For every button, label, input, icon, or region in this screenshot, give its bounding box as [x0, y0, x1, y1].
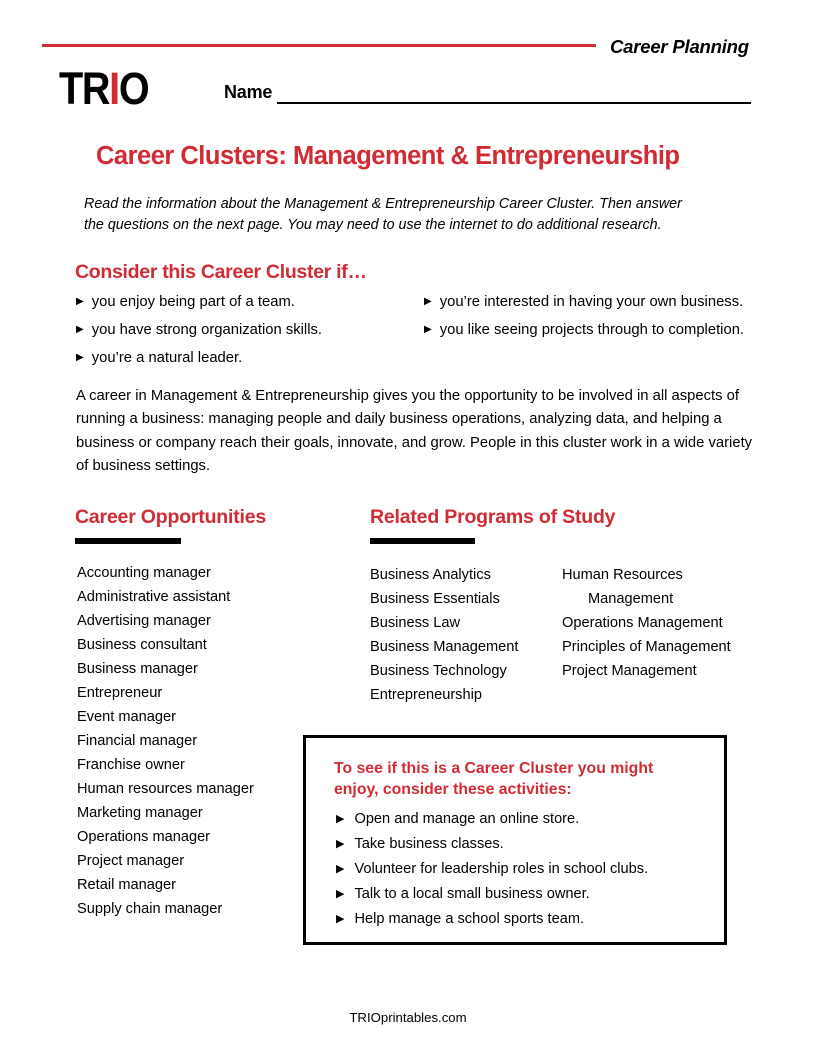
list-item-continuation: Management — [588, 591, 674, 607]
header-red-rule — [42, 44, 596, 47]
list-item: Business Law — [370, 615, 461, 631]
list-item-label: Talk to a local small business owner. — [354, 886, 590, 902]
list-item: Event manager — [77, 709, 176, 725]
triangle-bullet-icon: ▶ — [76, 324, 84, 335]
triangle-bullet-icon: ▶ — [424, 296, 432, 307]
list-item: Marketing manager — [77, 805, 203, 821]
list-item: Financial manager — [77, 733, 198, 749]
list-item: Business manager — [77, 661, 198, 677]
logo-text-tr: TR — [59, 63, 110, 114]
list-item: Supply chain manager — [77, 901, 223, 917]
list-item: Advertising manager — [77, 613, 211, 629]
list-item — [336, 910, 716, 929]
list-item — [336, 885, 716, 904]
list-item-label: Volunteer for leadership roles in school clubs. — [354, 861, 649, 877]
footer-website: TRIOprintables.com — [349, 1010, 467, 1025]
list-item-label: Open and manage an online store. — [354, 811, 580, 827]
list-item: Human resources manager — [77, 781, 254, 797]
triangle-bullet-icon: ▶ — [336, 863, 345, 875]
related-programs-underline — [370, 538, 475, 544]
list-item: Entrepreneurship — [370, 687, 482, 703]
consider-list-right — [424, 292, 776, 348]
list-item — [76, 320, 416, 340]
list-item: Franchise owner — [77, 757, 185, 773]
list-item-label: you’re a natural leader. — [91, 350, 243, 366]
list-item: Human Resources — [562, 567, 683, 583]
list-item — [336, 810, 716, 829]
triangle-bullet-icon: ▶ — [424, 324, 432, 335]
list-item: Business Essentials — [370, 591, 500, 607]
list-item — [336, 860, 716, 879]
list-item-label: you enjoy being part of a team. — [91, 294, 295, 310]
list-item: Principles of Management — [562, 639, 731, 655]
list-item: Entrepreneur — [77, 685, 163, 701]
name-label: Name — [224, 82, 273, 102]
list-item-label: you have strong organization skills. — [91, 322, 323, 338]
name-input-line[interactable] — [277, 102, 751, 104]
related-programs-heading: Related Programs of Study — [370, 506, 616, 528]
list-item: Project Management — [562, 663, 697, 679]
logo-text-o: O — [118, 63, 149, 114]
cluster-description: A career in Management & Entrepreneurship gives you the opportunity to be involved in all aspects of running a business: managing people and daily business operations, analyzing data, and helping a business or company reach their goals, innovate, and grow. People in this cluster work in a wide variety of business settings. — [76, 388, 753, 474]
list-item: Operations manager — [77, 829, 211, 845]
list-item: Business consultant — [77, 637, 207, 653]
logo-text-i: I — [109, 63, 119, 114]
consider-cluster-heading: Consider this Career Cluster if… — [75, 261, 367, 283]
list-item — [336, 835, 716, 854]
career-opportunities-list — [77, 561, 327, 921]
list-item: Business Technology — [370, 663, 507, 679]
activities-heading: To see if this is a Career Cluster you might enjoy, consider these activities: — [334, 760, 654, 798]
page-title: Career Clusters: Management & Entrepreneurship — [96, 142, 680, 170]
triangle-bullet-icon: ▶ — [336, 888, 345, 900]
header-category-title: Career Planning — [610, 36, 749, 57]
career-opportunities-underline — [75, 538, 181, 544]
trio-logo — [59, 63, 149, 114]
list-item: Project manager — [77, 853, 185, 869]
activities-list — [336, 810, 716, 935]
list-item — [76, 348, 416, 368]
page-header — [0, 36, 816, 62]
list-item-label: you’re interested in having your own business. — [439, 294, 744, 310]
list-item: Business Analytics — [370, 567, 491, 583]
triangle-bullet-icon: ▶ — [76, 352, 84, 363]
list-item: Accounting manager — [77, 565, 211, 581]
list-item: Operations Management — [562, 615, 723, 631]
list-item-label: Take business classes. — [354, 836, 504, 852]
career-opportunities-heading: Career Opportunities — [75, 506, 267, 528]
list-item: Retail manager — [77, 877, 176, 893]
list-item — [424, 292, 776, 312]
activities-callout-box — [303, 735, 727, 945]
triangle-bullet-icon: ▶ — [76, 296, 84, 307]
list-item: Administrative assistant — [77, 589, 231, 605]
related-programs-list-left — [370, 563, 560, 707]
list-item-label: you like seeing projects through to completion. — [439, 322, 745, 338]
list-item: Business Management — [370, 639, 519, 655]
related-programs-list-right — [562, 563, 782, 683]
list-item — [424, 320, 776, 340]
triangle-bullet-icon: ▶ — [336, 838, 345, 850]
triangle-bullet-icon: ▶ — [336, 913, 345, 925]
consider-list-left — [76, 292, 416, 376]
list-item-label: Help manage a school sports team. — [354, 911, 585, 927]
instructions-text: Read the information about the Management & Entrepreneurship Career Cluster. Then answer the questions on the next page. You may need to use the internet to do additional research. — [84, 196, 682, 233]
triangle-bullet-icon: ▶ — [336, 813, 345, 825]
list-item — [76, 292, 416, 312]
